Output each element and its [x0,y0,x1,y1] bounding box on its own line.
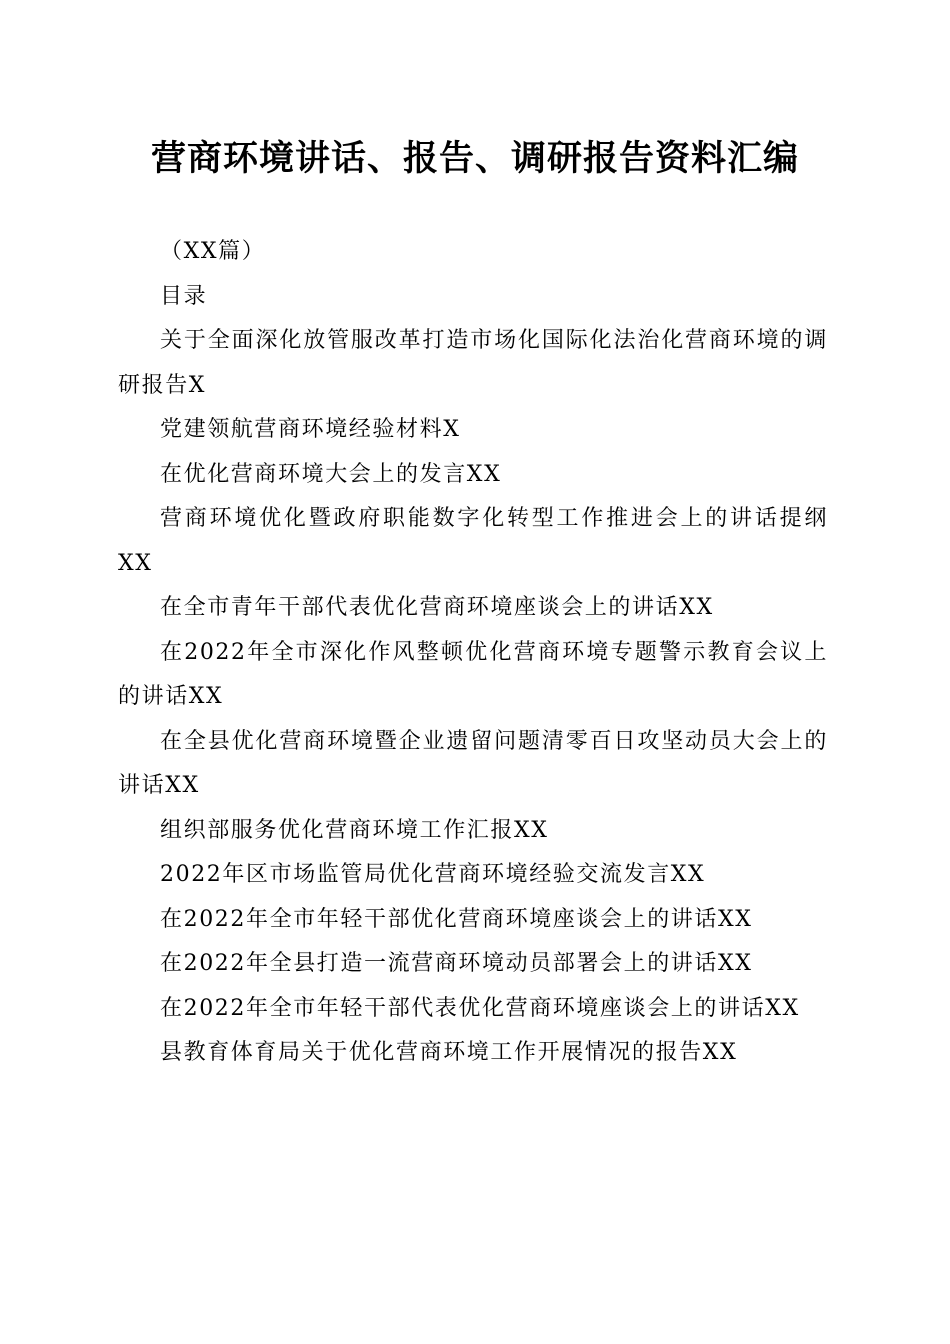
toc-entry: 在2022年全市深化作风整顿优化营商环境专题警示教育会议上的讲话XX [118,639,828,709]
toc-entry: 2022年区市场监管局优化营商环境经验交流发言XX [160,862,706,887]
toc-heading: 目录 [160,283,208,309]
toc-entry: 组织部服务优化营商环境工作汇报XX [160,817,549,843]
toc-entry: 在优化营商环境大会上的发言XX [160,461,502,487]
toc-entry: 在全县优化营商环境暨企业遗留问题清零百日攻坚动员大会上的讲话XX [118,728,828,798]
toc-entry: 营商环境优化暨政府职能数字化转型工作推进会上的讲话提纲XX [118,506,828,576]
document-title: 营商环境讲话、报告、调研报告资料汇编 [150,138,799,179]
toc-entry: 在2022年全市年轻干部优化营商环境座谈会上的讲话XX [160,906,753,932]
count-note: （XX篇） [160,239,266,264]
toc-entry: 关于全面深化放管服改革打造市场化国际化法治化营商环境的调研报告X [118,328,828,398]
toc-entry: 在全市青年干部代表优化营商环境座谈会上的讲话XX [160,595,714,620]
toc-entry: 党建领航营商环境经验材料X [160,417,461,442]
toc-entry: 在2022年全县打造一流营商环境动员部署会上的讲话XX [160,951,753,976]
toc-entry: 在2022年全市年轻干部代表优化营商环境座谈会上的讲话XX [160,995,800,1021]
document-body [118,230,828,1076]
toc-entry: 县教育体育局关于优化营商环境工作开展情况的报告XX [160,1040,738,1065]
